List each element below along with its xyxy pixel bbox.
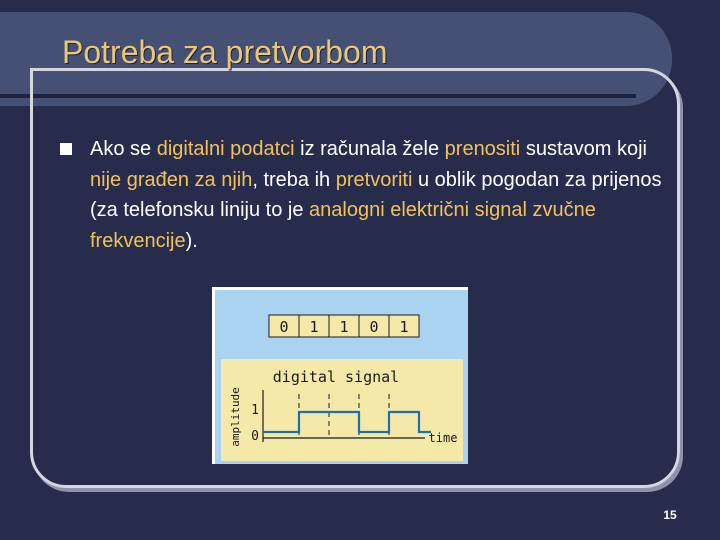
bit-value: 1 [309,318,319,336]
y-axis-label: amplitude [229,387,242,447]
bullet-square-icon [60,143,72,155]
signal-label: digital signal [272,368,400,386]
text-segment: , treba ih [252,168,336,191]
level-high-label: 1 [251,403,259,418]
highlighted-term: digitalni podatci [156,138,295,160]
highlighted-term: nije građen za njih [90,168,253,191]
text-segment: u oblik pogodan za prijenos (za telefonsku liniju to je [90,168,662,221]
level-low-label: 0 [251,429,259,444]
bit-boxes [269,315,419,337]
bullet-text [90,134,680,256]
highlighted-term: analogni električni signal zvučne frekvencije [90,199,596,252]
x-axis-label: time [428,431,458,445]
highlighted-term: pretvoriti [335,168,413,191]
page-number: 15 [663,508,677,522]
bit-value: 0 [369,318,379,336]
bit-value: 1 [339,318,349,336]
digital-signal-diagram [215,290,468,464]
text-segment: Ako se [90,138,157,160]
bit-value: 1 [399,318,409,336]
bit-value: 0 [279,318,289,336]
text-segment: iz računala žele [294,138,445,160]
digital-signal-figure [212,287,468,464]
text-segment: ). [185,229,198,252]
highlighted-term: prenositi [444,138,521,160]
slide-title: Potreba za pretvorbom [62,34,388,70]
text-segment: sustavom koji [520,138,647,160]
